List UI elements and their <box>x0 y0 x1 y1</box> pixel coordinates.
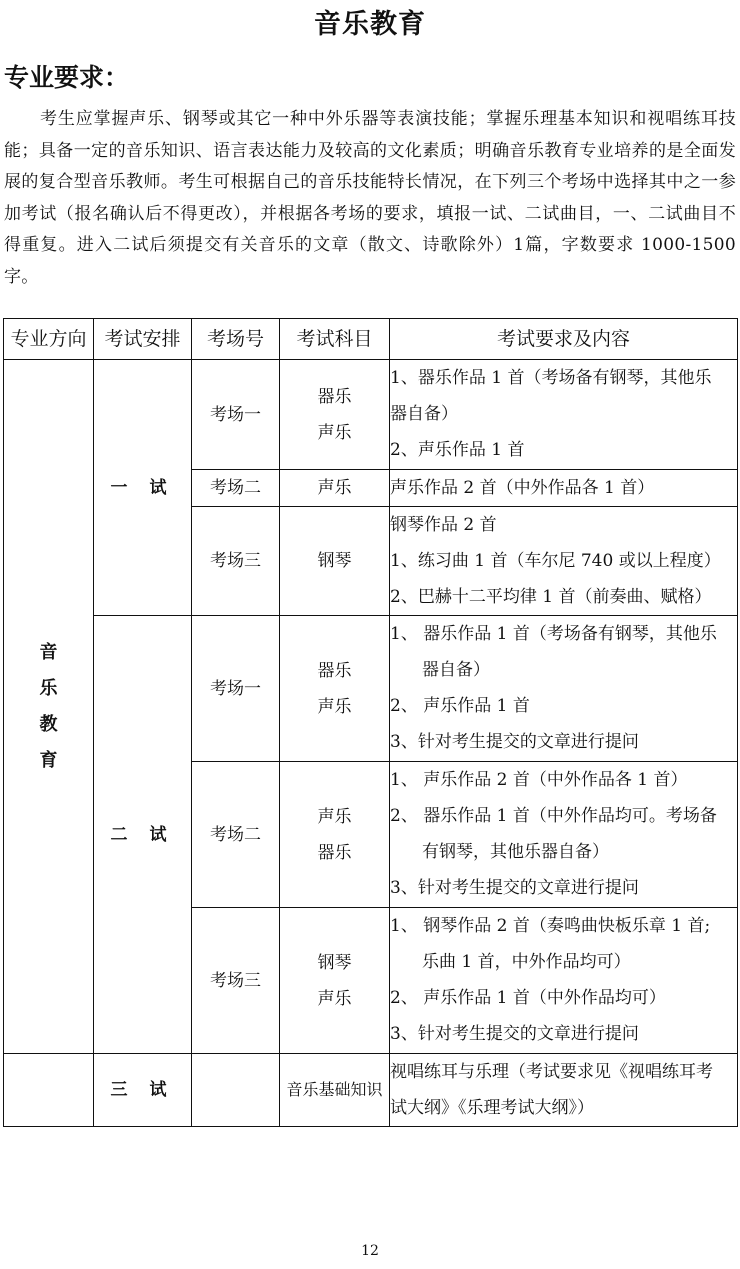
header-subject: 考试科目 <box>280 319 390 360</box>
requirement-cell: 1、 器乐作品 1 首（考场备有钢琴，其他乐 器自备） 2、 声乐作品 1 首 3、针对考生提交的文章进行提问 <box>390 616 738 762</box>
requirement-cell: 钢琴作品 2 首 1、练习曲 1 首（车尔尼 740 或以上程度） 2、巴赫十二平均律 1 首（前奏曲、赋格） <box>390 507 738 616</box>
subject-cell: 声乐 器乐 <box>280 762 390 908</box>
table-row <box>4 360 738 470</box>
subject-cell: 器乐 声乐 <box>280 616 390 762</box>
room-cell: 考场一 <box>192 360 280 470</box>
room-cell: 考场三 <box>192 507 280 616</box>
header-room: 考场号 <box>192 319 280 360</box>
table-row <box>4 616 738 762</box>
table-header-row <box>4 319 738 360</box>
room-cell <box>192 1054 280 1127</box>
subject-cell: 声乐 <box>280 470 390 507</box>
room-cell: 考场二 <box>192 762 280 908</box>
page-number: 12 <box>361 1243 379 1259</box>
room-cell: 考场二 <box>192 470 280 507</box>
major-label: 音 乐 教 育 <box>39 641 58 771</box>
intro-paragraph: 考生应掌握声乐、钢琴或其它一种中外乐器等表演技能；掌握乐理基本知识和视唱练耳技能；具备一定的音乐知识、语言表达能力及较高的文化素质；明确音乐教育专业培养的是全面发展的复合型音乐教师。考生可根据自己的音乐技能特长情况，在下列三个考场中选择其中之一参加考试（报名确认后不得更改），并根据各考场的要求，填报一试、二试曲目，一、二试曲目不得重复。进入二试后须提交有关音乐的文章（散文、诗歌除外）1篇，字数要求 1000-1500 字。 <box>4 109 736 287</box>
session3-label: 三 试 <box>94 1054 192 1127</box>
session2-label: 二 试 <box>94 616 192 1054</box>
requirement-cell: 1、器乐作品 1 首（考场备有钢琴，其他乐 器自备） 2、声乐作品 1 首 <box>390 360 738 470</box>
requirement-cell: 1、 钢琴作品 2 首（奏鸣曲快板乐章 1 首; 乐曲 1 首，中外作品均可） 2、 声乐作品 1 首（中外作品均可） 3、针对考生提交的文章进行提问 <box>390 908 738 1054</box>
major-cell-empty <box>4 1054 94 1127</box>
header-requirements: 考试要求及内容 <box>390 319 738 360</box>
header-arrangement: 考试安排 <box>94 319 192 360</box>
requirement-cell: 视唱练耳与乐理（考试要求见《视唱练耳考 试大纲》《乐理考试大纲》） <box>390 1054 738 1127</box>
requirement-cell: 声乐作品 2 首（中外作品各 1 首） <box>390 470 738 507</box>
requirement-cell: 1、 声乐作品 2 首（中外作品各 1 首） 2、 器乐作品 1 首（中外作品均可。考场备 有钢琴，其他乐器自备） 3、针对考生提交的文章进行提问 <box>390 762 738 908</box>
header-major: 专业方向 <box>4 319 94 360</box>
room-cell: 考场一 <box>192 616 280 762</box>
subject-cell: 音乐基础知识 <box>280 1054 390 1127</box>
major-cell <box>4 360 94 1054</box>
subject-cell: 钢琴 <box>280 507 390 616</box>
exam-table <box>3 318 738 1127</box>
session1-label: 一 试 <box>94 360 192 616</box>
subject-cell: 钢琴 声乐 <box>280 908 390 1054</box>
subject-cell: 器乐 声乐 <box>280 360 390 470</box>
room-cell: 考场三 <box>192 908 280 1054</box>
section-heading: 专业要求： <box>4 63 130 92</box>
table-row <box>4 1054 738 1127</box>
page-title: 音乐教育 <box>314 9 426 40</box>
